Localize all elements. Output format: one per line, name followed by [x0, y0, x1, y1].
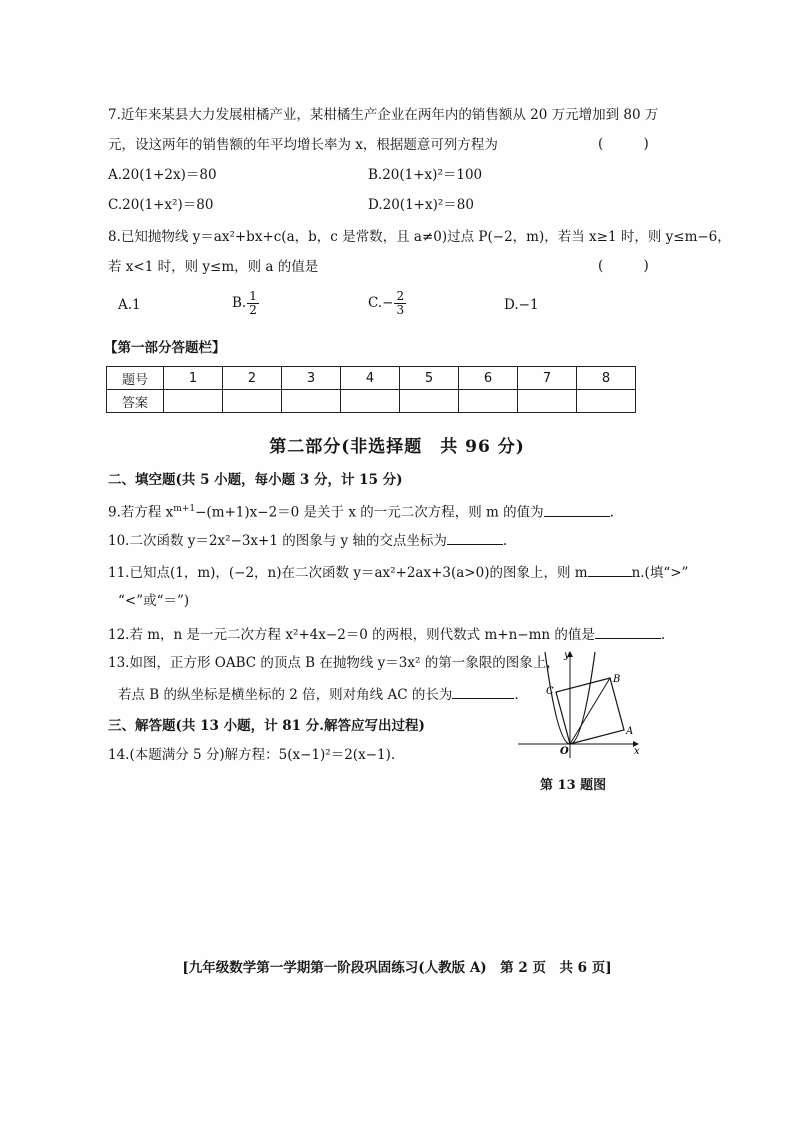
- q8-line2: 若 x<1 时，则 y≤m，则 a 的值是: [108, 259, 319, 275]
- question-number-cell: 1: [164, 367, 223, 390]
- q7-option-a: A.20(1+2x)＝80: [108, 167, 217, 183]
- q8-option-c: [368, 290, 407, 317]
- q7-option-b: B.20(1+x)²＝100: [368, 167, 483, 183]
- q13-line2: [118, 684, 518, 704]
- point-a-label: A: [626, 726, 634, 737]
- q8-option-b-fraction: [247, 290, 259, 317]
- q8-answer-paren: ( ): [598, 258, 667, 274]
- q7-option-d: D.20(1+x)²＝80: [368, 197, 474, 213]
- q12-text: [108, 624, 668, 644]
- answer-cell[interactable]: [518, 390, 577, 413]
- q9-before: 9.若方程 x: [108, 504, 174, 521]
- answer-row-label: 答案: [107, 390, 164, 413]
- answer-cell[interactable]: [459, 390, 518, 413]
- q9-answer-blank[interactable]: [544, 502, 610, 517]
- q8-option-b: [232, 290, 260, 317]
- solve-section-heading: 三、解答题(共 13 小题，计 81 分.解答应写出过程): [108, 718, 425, 734]
- q11-line2: “<”或“＝”): [118, 593, 190, 609]
- answer-cell[interactable]: [341, 390, 400, 413]
- q12-answer-blank[interactable]: [595, 624, 661, 639]
- fraction-denominator: 2: [249, 303, 257, 317]
- q8-option-c-fraction: [394, 290, 406, 317]
- question-number-cell: 2: [223, 367, 282, 390]
- q9-text: [108, 500, 668, 522]
- x-axis-label: x: [634, 746, 640, 757]
- y-axis-label: y: [564, 650, 570, 661]
- q9-end: .: [609, 504, 614, 521]
- question-number-cell: 7: [518, 367, 577, 390]
- q8-option-b-prefix: B.: [232, 295, 247, 311]
- point-c-label: C: [546, 686, 554, 697]
- q13-body: 若点 B 的纵坐标是横坐标的 2 倍，则对角线 AC 的长为: [118, 687, 453, 703]
- question-number-cell: 3: [282, 367, 341, 390]
- question-number-cell: 5: [400, 367, 459, 390]
- answer-table-answer-row: [107, 390, 636, 413]
- answer-cell[interactable]: [577, 390, 636, 413]
- q8-option-c-prefix: C.−: [368, 295, 394, 311]
- q8-option-d: D.−1: [504, 297, 539, 313]
- answer-table: [106, 366, 636, 413]
- q10-answer-blank[interactable]: [447, 530, 503, 545]
- q9-exponent: m+1: [173, 504, 196, 514]
- part2-title: 第二部分(非选择题 共 96 分): [269, 437, 525, 457]
- q7-option-c: C.20(1+x²)＝80: [108, 197, 214, 213]
- fraction-denominator: 3: [396, 303, 405, 317]
- q13-end: .: [514, 687, 519, 703]
- point-o-label: O: [560, 746, 569, 757]
- q11-line1: [108, 562, 688, 582]
- point-b-label: B: [613, 674, 621, 685]
- q8-option-a: A.1: [118, 297, 141, 313]
- q9-after: −(m+1)x−2＝0 是关于 x 的一元二次方程，则 m 的值为: [195, 504, 544, 521]
- q10-body: 10.二次函数 y＝2x²−3x+1 的图象与 y 轴的交点坐标为: [108, 533, 447, 549]
- q13-figure-caption: 第 13 题图: [540, 778, 607, 793]
- q12-body: 12.若 m，n 是一元二次方程 x²+4x−2＝0 的两根，则代数式 m+n−mn 的值是: [108, 627, 595, 643]
- q10-text: [108, 530, 668, 550]
- fraction-numerator: 2: [396, 289, 405, 303]
- question-number-cell: 6: [459, 367, 518, 390]
- q13-figure: [518, 648, 644, 760]
- q11-fill-hint: n.(填“>”: [631, 565, 689, 581]
- q12-end: .: [660, 627, 666, 643]
- answer-cell[interactable]: [400, 390, 459, 413]
- q14-text: 14.(本题满分 5 分)解方程：5(x−1)²＝2(x−1).: [108, 747, 396, 763]
- page-footer: [九年级数学第一学期第一阶段巩固练习(人教版 A) 第 2 页 共 6 页]: [182, 960, 612, 976]
- q11-answer-blank[interactable]: [588, 562, 632, 577]
- answer-cell[interactable]: [164, 390, 223, 413]
- q10-end: .: [502, 533, 508, 549]
- q11-body: 11.已知点(1，m)，(−2，n)在二次函数 y＝ax²+2ax+3(a>0)的图象上，则 m: [108, 565, 588, 581]
- answer-section-heading: 【第一部分答题栏】: [104, 340, 226, 356]
- answer-cell[interactable]: [223, 390, 282, 413]
- q13-line1: 13.如图，正方形 OABC 的顶点 B 在抛物线 y＝3x² 的第一象限的图象上，: [108, 655, 560, 671]
- fraction-numerator: 1: [249, 289, 257, 303]
- number-row-label: 题号: [107, 367, 164, 390]
- q13-answer-blank[interactable]: [452, 684, 514, 699]
- answer-table-number-row: [107, 367, 636, 390]
- q7-line1: 7.近年来某县大力发展柑橘产业，某柑橘生产企业在两年内的销售额从 20 万元增加到 80 万: [108, 107, 659, 123]
- question-number-cell: 4: [341, 367, 400, 390]
- fill-in-section-heading: 二、填空题(共 5 小题，每小题 3 分，计 15 分): [108, 472, 403, 488]
- question-number-cell: 8: [577, 367, 636, 390]
- q7-line2: 元，设这两年的销售额的年平均增长率为 x，根据题意可列方程为: [108, 137, 498, 153]
- q8-line1: 8.已知抛物线 y＝ax²+bx+c(a，b，c 是常数，且 a≠0)过点 P(−2，m)，若当 x≥1 时，则 y≤m−6，: [108, 229, 731, 245]
- q7-answer-paren: ( ): [598, 136, 667, 152]
- answer-cell[interactable]: [282, 390, 341, 413]
